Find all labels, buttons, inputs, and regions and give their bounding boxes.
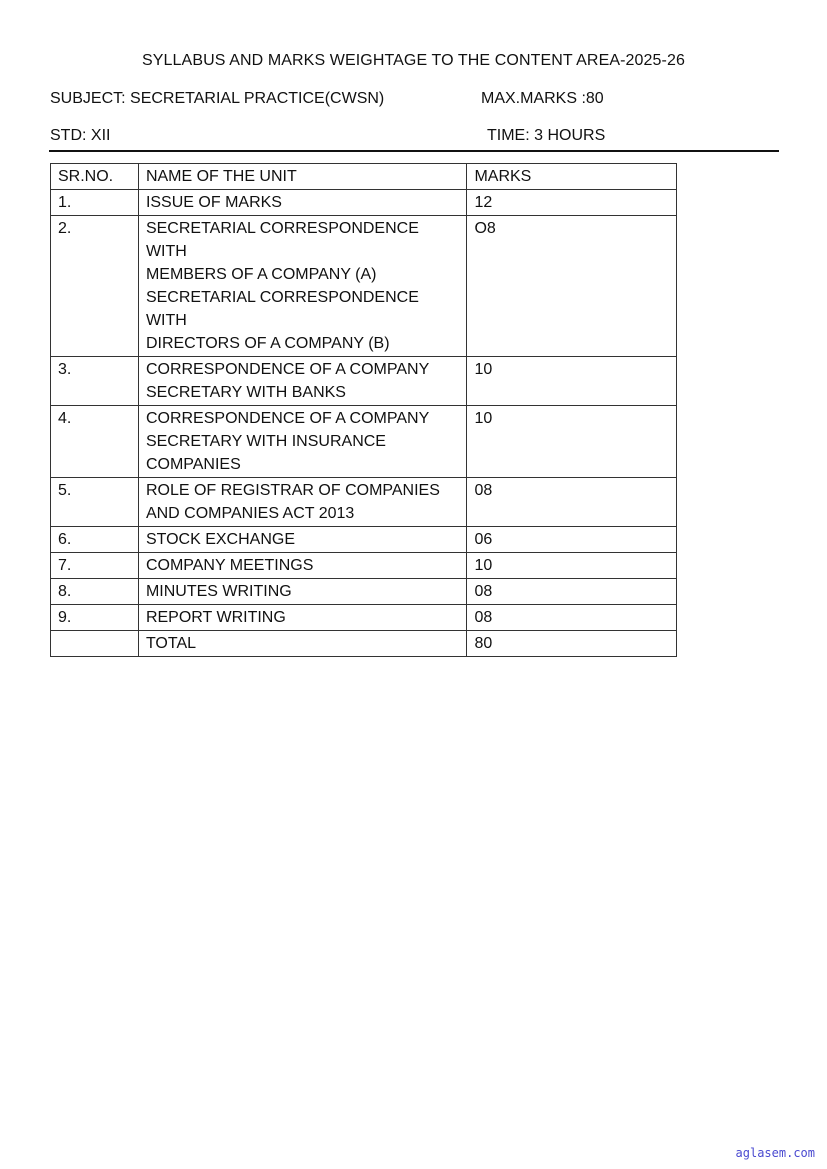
sr-no-cell: 8. [51, 579, 139, 605]
table-row [51, 216, 677, 357]
unit-name-cell [138, 357, 467, 406]
marks-cell: 10 [467, 406, 677, 478]
sr-no-cell: 2. [51, 216, 139, 357]
sr-no-cell: 1. [51, 190, 139, 216]
sr-no-cell: 5. [51, 478, 139, 527]
sr-no-cell: 4. [51, 406, 139, 478]
header-divider [49, 150, 779, 152]
table-row [51, 579, 677, 605]
total-sr-cell [51, 631, 139, 657]
marks-cell: 06 [467, 527, 677, 553]
unit-name-cell [138, 190, 467, 216]
unit-name-cell [138, 478, 467, 527]
table-row [51, 553, 677, 579]
unit-name-line: REPORT WRITING [145, 609, 286, 626]
watermark-text: aglasem.com [735, 1146, 815, 1160]
table-row [51, 605, 677, 631]
total-row [51, 631, 677, 657]
unit-name-cell [138, 579, 467, 605]
unit-name-line: COMPANIES [145, 456, 241, 473]
syllabus-table [50, 163, 677, 657]
sr-no-cell: 6. [51, 527, 139, 553]
marks-cell: 10 [467, 553, 677, 579]
table-body [51, 190, 677, 631]
sr-no-cell: 3. [51, 357, 139, 406]
unit-name-line: SECRETARIAL CORRESPONDENCE WITH [145, 220, 419, 260]
unit-name-line: DIRECTORS OF A COMPANY (B) [145, 335, 390, 352]
table-row [51, 527, 677, 553]
total-label: TOTAL [138, 631, 467, 657]
sr-no-cell: 9. [51, 605, 139, 631]
marks-cell: O8 [467, 216, 677, 357]
unit-name-line: CORRESPONDENCE OF A COMPANY [145, 410, 430, 427]
unit-name-line: ISSUE OF MARKS [145, 194, 282, 211]
total-marks: 80 [467, 631, 677, 657]
sr-no-cell: 7. [51, 553, 139, 579]
unit-name-cell [138, 605, 467, 631]
table-row [51, 357, 677, 406]
table-row [51, 190, 677, 216]
table-row [51, 478, 677, 527]
unit-name-line: SECRETARY WITH INSURANCE [145, 433, 386, 450]
unit-name-line: SECRETARIAL CORRESPONDENCE WITH [145, 289, 419, 329]
std-label: STD: XII [50, 127, 111, 144]
unit-name-cell [138, 216, 467, 357]
unit-name-line: AND COMPANIES ACT 2013 [145, 505, 355, 522]
unit-name-cell [138, 553, 467, 579]
unit-name-line: CORRESPONDENCE OF A COMPANY [145, 361, 430, 378]
table-row [51, 406, 677, 478]
subject-label: SUBJECT: SECRETARIAL PRACTICE(CWSN) [50, 90, 385, 107]
unit-name-line: MEMBERS OF A COMPANY (A) [145, 266, 377, 283]
unit-name-line: STOCK EXCHANGE [145, 531, 296, 548]
column-header-sr-no: SR.NO. [51, 164, 139, 190]
max-marks-label: MAX.MARKS :80 [481, 90, 604, 107]
marks-cell: 10 [467, 357, 677, 406]
unit-name-line: MINUTES WRITING [145, 583, 292, 600]
marks-cell: 12 [467, 190, 677, 216]
unit-name-cell [138, 527, 467, 553]
unit-name-line: COMPANY MEETINGS [145, 557, 314, 574]
time-label: TIME: 3 HOURS [487, 127, 606, 144]
table-header-row [51, 164, 677, 190]
marks-cell: 08 [467, 478, 677, 527]
unit-name-line: SECRETARY WITH BANKS [145, 384, 346, 401]
document-title: SYLLABUS AND MARKS WEIGHTAGE TO THE CONTENT AREA-2025-26 [142, 52, 685, 69]
column-header-marks: MARKS [467, 164, 677, 190]
marks-cell: 08 [467, 579, 677, 605]
column-header-unit: NAME OF THE UNIT [138, 164, 467, 190]
unit-name-cell [138, 406, 467, 478]
unit-name-line: ROLE OF REGISTRAR OF COMPANIES [145, 482, 440, 499]
marks-cell: 08 [467, 605, 677, 631]
